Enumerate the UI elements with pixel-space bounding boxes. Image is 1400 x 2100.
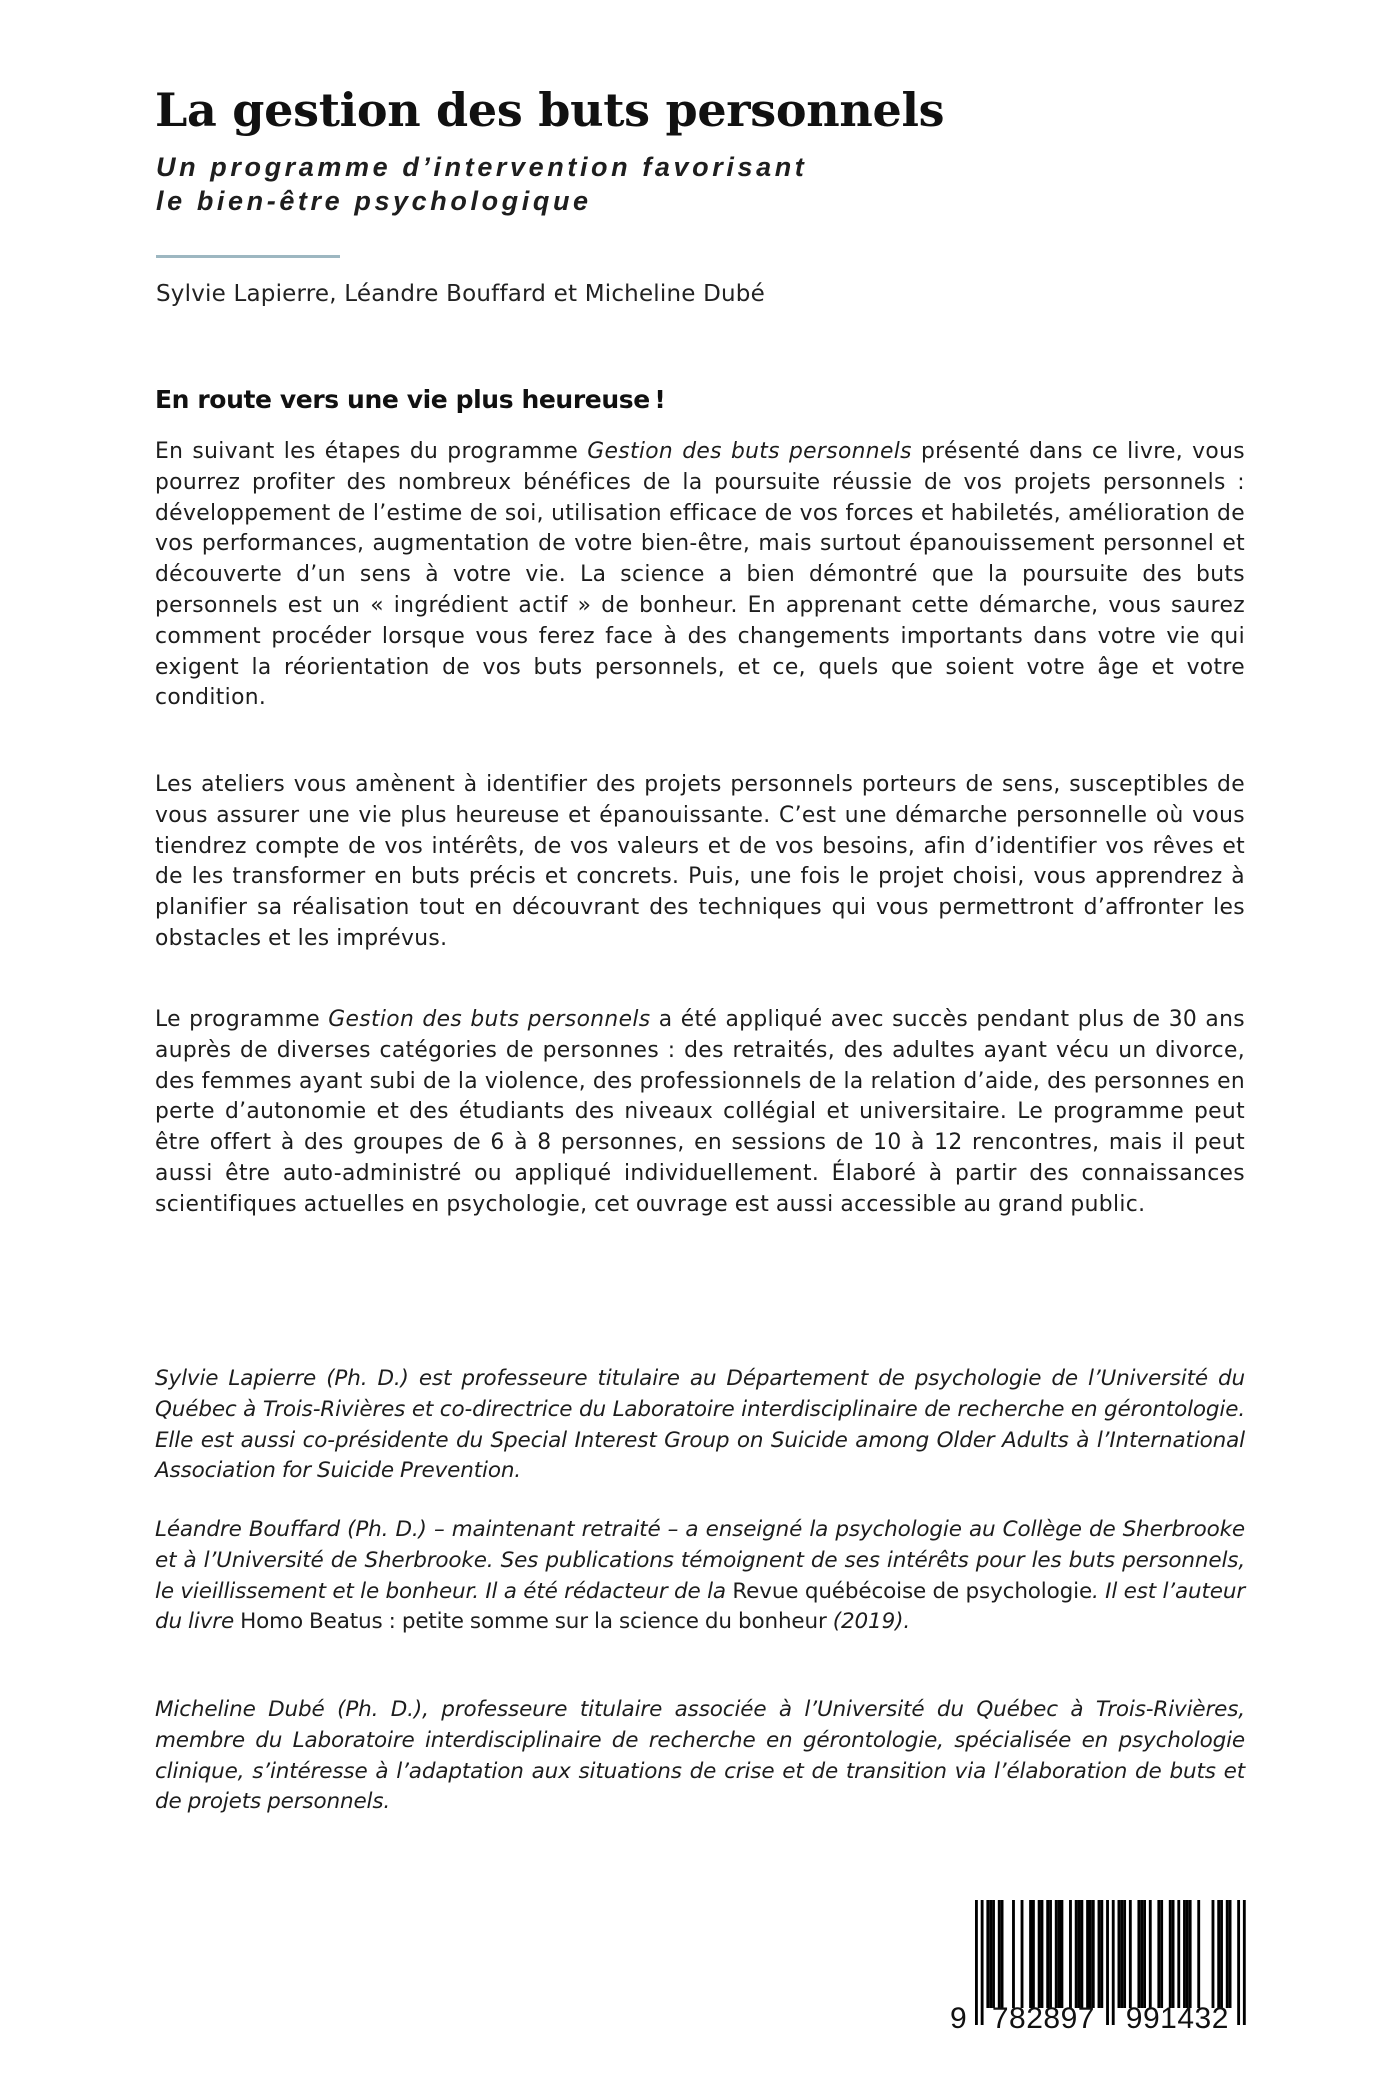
barcode-digits-right: 991432 [1125, 2002, 1229, 2035]
text-run: En suivant les étapes du programme [155, 439, 588, 464]
text-run: Le programme [155, 1007, 329, 1032]
author-bio-dube [155, 1695, 1245, 1818]
barcode-digits-left: 782897 [991, 2002, 1095, 2035]
text-run: Micheline Dubé (Ph. D.), professeure titulaire associée à l’Université du Québec à Trois-Rivières, membre du Laboratoire interdisciplinaire de recherche en gérontologie, spécialisée en psychologie clinique, s’intéresse à l’adaptation aux situations de crise et de transition via l’élaboration de buts et de projets personnels. [155, 1697, 1245, 1815]
text-run: Sylvie Lapierre (Ph. D.) est professeure titulaire au Département de psychologie de l’Université du Québec à Trois-Rivières et co-directrice du Laboratoire interdisciplinaire de recherche en gérontologie. Elle est aussi co-présidente du Special Interest Group on Suicide among Older Adults à l’International Association for Suicide Prevention. [155, 1366, 1245, 1484]
text-run: (2019). [826, 1609, 911, 1635]
blurb-heading: En route vers une vie plus heureuse ! [155, 385, 666, 414]
barcode-digit-first: 9 [950, 2002, 967, 2035]
text-run: présenté dans ce livre, vous pourrez profiter des nombreux bénéfices de la poursuite réussie de vos projets personnels : développement de l’estime de soi, utilisation efficace de vos forces et habiletés, amélioration de vos performances, augmentation de votre bien-être, mais surtout épanouissement personnel et découverte d’un sens à votre vie. La science a bien démontré que la poursuite des buts personnels est un « ingrédient actif » de bonheur. En apprenant cette démarche, vous saurez comment procéder lorsque vous ferez face à des changements importants dans votre vie qui exigent la réorientation de vos buts personnels, et ce, quels que soient votre âge et votre condition. [155, 439, 1245, 711]
work-title-run: Homo Beatus : petite somme sur la science du bonheur [240, 1609, 827, 1635]
subtitle-line-2: le bien-être psychologique [156, 186, 592, 216]
text-run: Les ateliers vous amènent à identifier des projets personnels porteurs de sens, susceptibles de vous assurer une vie plus heureuse et épanouissante. C’est une démarche personnelle où vous tiendrez compte de vos intérêts, de vos valeurs et de vos besoins, afin d’identifier vos rêves et de les transformer en buts précis et concrets. Puis, une fois le projet choisi, vous apprendrez à planifier sa réalisation tout en découvrant des techniques qui vous permettront d’affronter les obstacles et les imprévus. [155, 772, 1245, 951]
text-run: Léandre Bouffard (Ph. D.) – maintenant retraité – a enseigné la psychologie au Collège de Sherbrooke et à l’Université de Sherbrooke. Ses publications témoignent de ses intérêts pour les buts personnels, le vieillissement et le bonheur. Il a été rédacteur de la [155, 1517, 1245, 1604]
text-run: a été appliqué avec succès pendant plus de 30 ans auprès de diverses catégories de personnes : des retraités, des adultes ayant vécu un divorce, des femmes ayant subi de la violence, des professionnels de la relation d’aide, des personnes en perte d’autonomie et des étudiants des niveaux collégial et universitaire. Le programme peut être offert à des groupes de 6 à 8 personnes, en sessions de 10 à 12 rencontres, mais il peut aussi être auto-administré ou appliqué individuellement. Élaboré à partir des connaissances scientifiques actuelles en psychologie, cet ouvrage est aussi accessible au grand public. [155, 1007, 1246, 1217]
author-bio-lapierre [155, 1364, 1245, 1487]
work-title-run: Revue québécoise de psychologie [732, 1578, 1093, 1604]
blurb-paragraph-1 [155, 437, 1245, 714]
book-subtitle [156, 150, 807, 218]
blurb-paragraph-3 [155, 1005, 1245, 1221]
accent-divider [156, 255, 340, 258]
barcode-icon [945, 1895, 1250, 2035]
italic-title-run: Gestion des buts personnels [587, 439, 912, 464]
isbn-barcode [945, 1895, 1250, 2035]
author-bio-bouffard [155, 1515, 1245, 1638]
subtitle-line-1: Un programme d’intervention favorisant [156, 152, 808, 182]
blurb-paragraph-2 [155, 770, 1245, 955]
italic-title-run: Gestion des buts personnels [328, 1007, 651, 1032]
text-run: . Il est l’auteur du livre [155, 1578, 1246, 1635]
book-title: La gestion des buts personnels [155, 83, 945, 137]
author-names: Sylvie Lapierre, Léandre Bouffard et Micheline Dubé [156, 281, 765, 307]
